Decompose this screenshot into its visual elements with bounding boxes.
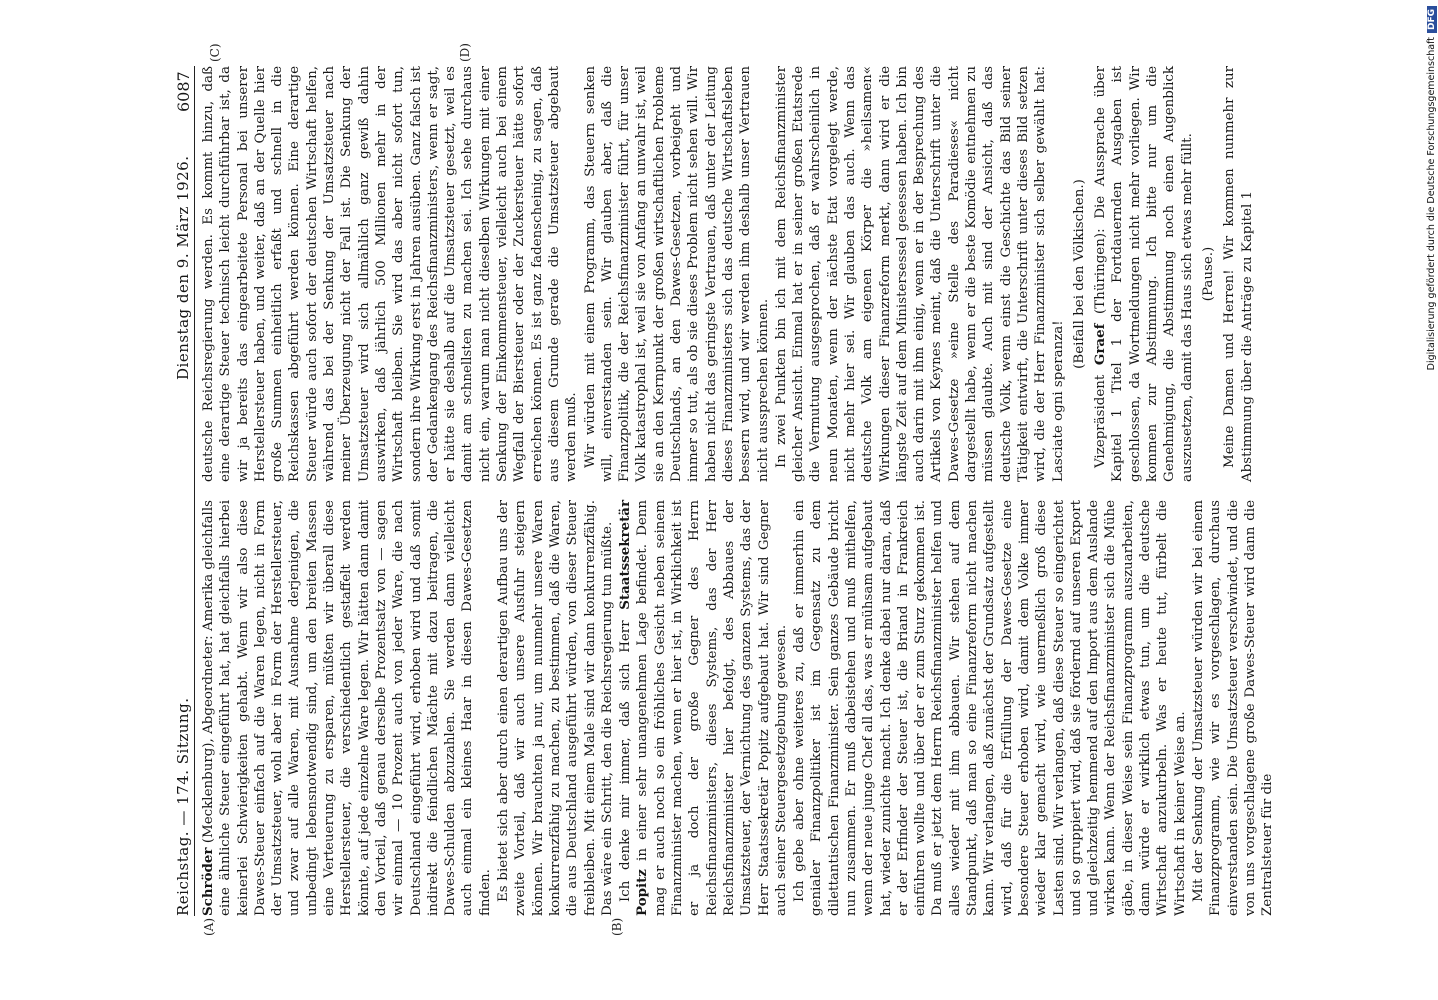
speech-paragraph: Es bietet sich aber durch einen derartigen Aufbau uns der zweite Vorteil, daß wir auch unsere Ausfuhr steigern können. Wir brauchten ja nur, um nunmehr unsere Waren konkurrenzfähig zu machen, zu bestimmen, daß die Waren, die aus Deutschland ausgeführt würden, von dieser Steuer freibleiben. Mit einem Male sind wir dann konkurrenzfähig. Das wäre ein Schritt, den die Reichsregierung tun müßte. [496, 500, 615, 916]
speech-paragraph: Ich denke mir immer, daß sich Herr Staatssekretär Popitz in einer sehr unangenehmen Lage befindet. Denn mag er auch noch so ein fröhliches Gesicht neben seinem Finanzminister machen, wenn er hier ist, in Wirklichkeit ist er ja doch der große Gegner des Herrn Reichsfinanzministers, dieses Systems, das der Herr Reichsfinanzminister hier befolgt, des Abbaues der Umsatzsteuer, der Vernichtung des ganzen Systems, das der Herr Staatssekretär Popitz aufgebaut hat. Wir sind Gegner auch seiner Steuergesetzgebung gewesen. [617, 500, 789, 916]
margin-mark-c: (C) [208, 43, 222, 62]
left-column [200, 500, 1360, 916]
speech-paragraph: Meine Damen und Herren! Wir kommen nunmehr zur Abstimmung über die Anträge zu Kapitel 1 [1222, 66, 1255, 482]
dfg-logo: DFG [1427, 6, 1437, 33]
referenced-person: Staatssekretär Popitz [617, 500, 651, 916]
right-column [200, 66, 1360, 482]
speech-paragraph: In zwei Punkten bin ich mit dem Reichsfinanzminister gleicher Ansicht. Einmal hat er in seiner großen Etatsrede die Vermutung ausgesprochen, daß er wahrscheinlich in neun Monaten, wenn der nächste Etat vorgelegt werde, nicht mehr hier sei. Wir glauben das auch. Wenn das deutsche Volk am eigenen Körper die »heilsamen« Wirkungen dieser Finanzreform merkt, dann wird er die längste Zeit auf dem Ministersessel gesessen haben. Ich bin auch darin mit ihm einig, wenn er in der Besprechung des Artikels von Keynes meint, daß die Unterschrift unter die Dawes-Gesetze »eine Stelle des Paradieses« nicht dargestellt habe, wenn er die beste Komödie entnehmen zu müssen glaubte. Auch mit sind der Ansicht, daß das deutsche Volk, wenn einst die Geschichte das Bild seiner Tätigkeit entwirft, die Unterschrift unter dieses Bild setzen wird, die der Herr Finanzminister sich selber gewählt hat: Lasciate ogni speranza! [773, 66, 1066, 482]
speech-paragraph: Mit der Senkung der Umsatzsteuer würden wir bei einem Finanzprogramm, wie wir es vorgeschlagen, durchaus einverstanden sein. Die Umsatzsteuer verschwindet, und die von uns vorgeschlagene große Dawes-Steuer wird dann die Zentralsteuer für die [1190, 500, 1276, 916]
speech-paragraph: deutsche Reichsregierung werden. Es kommt hinzu, daß eine derartige Steuer technisch leicht durchführbar ist, da wir ja bereits das eingearbeitete Personal bei unserer Herstellersteuer haben, und weiter, daß an der Quelle hier große Summen einheitlich erfaßt und schnell in die Reichskassen abgeführt werden können. Eine derartige Steuer würde auch sofort der deutschen Wirtschaft helfen, während das bei der Senkung der Umsatzsteuer nach meiner Überzeugung nicht der Fall ist. Die Senkung der Umsatzsteuer wird sich allmählich ganz gewiß dahin auswirken, daß jährlich 500 Millionen mehr in der Wirtschaft bleiben. Sie wird das aber nicht sofort tun, sondern ihre Wirkung erst in Jahren ausüben. Ganz falsch ist der Gedankengang des Reichsfinanzministers, wenn er sagt, er hätte sie deshalb auf die Umsatzsteuer gesetzt, weil es damit am schnellsten zu machen sei. Ich sehe durchaus nicht ein, warum man nicht dieselben Wirkungen mit einer Senkung der Einkommensteuer, vielleicht auch bei einem Wegfall der Biersteuer oder der Zuckersteuer hätte sofort erreichen können. Es ist ganz fadenscheinig, zu sagen, daß aus diesem Grunde gerade die Umsatzsteuer abgebaut werden muß. [201, 66, 580, 482]
watermark-text: Digitalisierung gefördert durch die Deutsche Forschungsgemeinschaft [1426, 37, 1437, 371]
page-header-left: Reichstag. — 174. Sitzung. [174, 697, 192, 916]
page-number: 6087 [174, 71, 193, 112]
funding-watermark [1426, 6, 1437, 996]
speaker-affiliation: (Mecklenburg), Abgeordneter: [201, 630, 216, 848]
speaker-name: Schröder [200, 847, 216, 916]
speech-paragraph: Vizepräsident Graef (Thüringen): Die Aussprache über Kapitel 1 Titel 1 der Fortdauernden Ausgaben ist geschlossen, da Wortmeldungen nicht mehr vorliegen. Wir kommen zur Abstimmung. Ich bitte nur um die Genehmigung, die Abstimmung noch einen Augenblick auszusetzen, damit das Haus sich etwas mehr füllt. [1092, 66, 1195, 482]
margin-mark-a: (A) [202, 917, 216, 936]
rotated-page [90, 0, 1410, 1000]
header-rule [194, 66, 195, 916]
speech-paragraph: Schröder (Mecklenburg), Abgeordneter: Amerika gleichfalls eine ähnliche Steuer eingeführt hat, hat gleichfalls hierbei keinerlei Schwierigkeiten gehabt. Wenn wir also diese Dawes-Steuer einfach auf die Waren legen, nicht in Form der Umsatzsteuer, wohl aber in Form der Herstellersteuer, und zwar auf alle Waren, mit Ausnahme derjenigen, die unbedingt lebensnotwendig sind, um den breiten Massen eine Verteuerung zu ersparen, müßten wir überall diese Herstellersteuer, die verschiedentlich gestaffelt werden könnte, auf jede einzelne Ware legen. Wir hätten dann damit den Vorteil, daß genau derselbe Prozentsatz von — sagen wir einmal — 10 Prozent auch von jeder Ware, die nach Deutschland eingeführt wird, erhoben wird und daß somit indirekt die feindlichen Mächte mit dazu beitragen, die Dawes-Schulden abzuzahlen. Sie werden dann vielleicht auch einmal ein kleines Haar in diesen Dawes-Gesetzen finden. [200, 500, 493, 916]
page-header-right: Dienstag den 9. März 1926. [174, 155, 192, 380]
pause-note: (Pause.) [1200, 246, 1216, 302]
margin-mark-b: (B) [610, 917, 624, 936]
speaker-name: Graef [1092, 323, 1109, 366]
margin-mark-d: (D) [458, 43, 472, 62]
speech-paragraph: Wir würden mit einem Programm, das Steuern senken will, einverstanden sein. Wir glauben aber, daß die Finanzpolitik, die der Reichsfinanzminister führt, für unser Volk katastrophal ist, weil sie von Anfang an unwahr ist, weil sie an den Kernpunkt der großen wirtschaftlichen Probleme Deutschlands, an den Dawes-Gesetzen, vorbeigeht und immer so tut, als ob sie dieses Problem nicht sehen will. Wir haben nicht das geringste Vertrauen, daß unter der Leitung dieses Finanzministers sich das deutsche Wirtschaftsleben bessern wird, und wir werden ihm deshalb unser Vertrauen nicht aussprechen können. [582, 66, 771, 482]
applause-note: (Beifall bei den Völkischen.) [1071, 179, 1087, 369]
speech-paragraph: Ich gebe aber ohne weiteres zu, daß er immerhin ein genialer Finanzpolitiker ist im Gegensatz zu dem dilettantischen Finanzminister. Sein ganzes Gebäude bricht nun zusammen. Er muß dabeistehen und muß mithelfen, wenn der neue junge Chef all das, was er mühsam aufgebaut hat, wieder zunichte macht. Ich denke dabei nur daran, daß er der Erfinder der Steuer ist, die Briand in Frankreich einführen wollte und über der er zum Sturz gekommen ist. Da muß er jetzt dem Herrn Reichsfinanzminister helfen und alles wieder mit ihm abbauen. Wir stehen auf dem Standpunkt, daß man so eine Finanzreform nicht machen kann. Wir verlangen, daß zunächst der Grundsatz aufgestellt wird, daß für die Erfüllung der Dawes-Gesetze eine besondere Steuer erhoben wird, damit dem Volke immer wieder klar gemacht wird, wie unermeßlich groß diese Lasten sind. Wir verlangen, daß diese Steuer so eingerichtet und so gruppiert wird, daß sie fördernd auf unseren Export und gleichzeitig hemmend auf den Import aus dem Auslande wirken kann. Wenn der Reichsfinanzminister sich die Mühe gäbe, in dieser Weise sein Finanzprogramm auszuarbeiten, dann würde er wirklich etwas tun, um die deutsche Wirtschaft anzukurbeln. Was er heute tut, fürbelt die Wirtschaft in keiner Weise an. [792, 500, 1188, 916]
